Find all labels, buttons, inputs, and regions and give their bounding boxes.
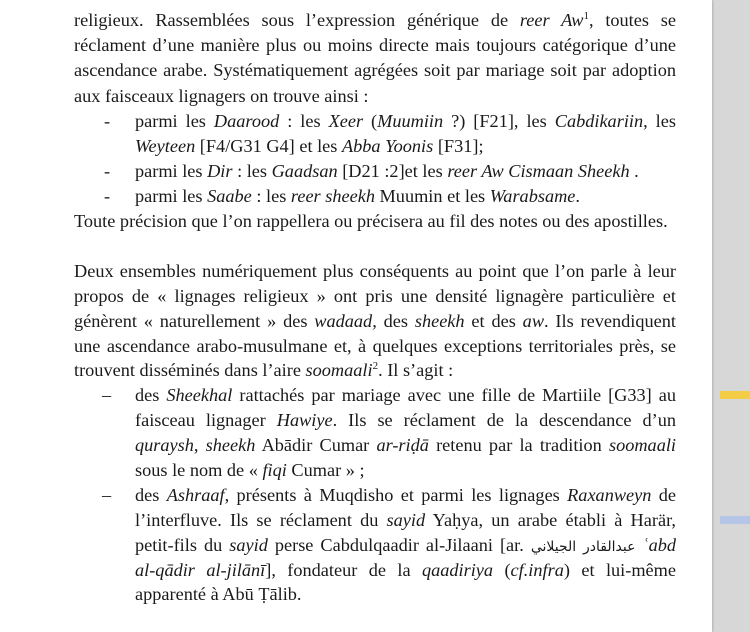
list-item: des Sheekhal rattachés par mariage avec une fille de Martiile [G33] au <box>135 385 676 405</box>
list-item-continuation: Weyteen [F4/G31 G4] et les Abba Yoonis [F31]; <box>135 136 484 156</box>
highlight-marker-yellow[interactable] <box>720 391 750 399</box>
list-item-continuation: l’interfluve. Ils se réclament du sayid Yaḥya, un arabe établi à Harär, <box>135 510 676 530</box>
text-line: Toute précision que l’on rappellera ou précisera au fil des notes ou des apostilles. <box>74 211 668 231</box>
list-bullet: - <box>104 161 111 181</box>
text-line: réclament d’une manière plus ou moins directe mais toujours catégorique d’une <box>74 35 676 55</box>
arabic-text: عبدالقادر الجيلاني <box>530 539 636 555</box>
text-line: propos de « lignages religieux » ont pris une densité lignagère particulière et <box>74 286 676 306</box>
list-item-continuation: al-qādir al-jilānī], fondateur de la qaadiriya (cf.infra) et lui-même <box>135 560 676 580</box>
list-item: parmi les Saabe : les reer sheekh Muumin et les Warabsame. <box>135 186 580 206</box>
list-item-continuation: sous le nom de « fiqi Cumar » ; <box>135 460 365 480</box>
text-line: trouvent disséminés dans l’aire soomaali$^2$. Il s’agit : <box>74 359 454 380</box>
list-bullet: – <box>102 485 112 505</box>
text-line: une ascendance arabo-musulmane et, à quelques exceptions territoriales près, se <box>74 336 676 356</box>
text-line: ascendance arabe. Systématiquement agrégées soit par mariage soit par adoption <box>74 60 676 80</box>
list-item-continuation: apparenté à Abū Ṭālib. <box>135 584 302 604</box>
list-item-continuation: faisceau lignager Hawiye. Ils se réclament de la descendance d’un <box>135 410 676 430</box>
text-line: aux faisceaux lignagers on trouve ainsi : <box>74 86 369 106</box>
text-line: religieux. Rassemblées sous l’expression générique de reer Aw$^1$, toutes se <box>74 9 677 30</box>
text-line: Deux ensembles numériquement plus conséquents au point que l’on parle à leur <box>74 261 676 281</box>
list-item: parmi les Dir : les Gaadsan [D21 :2]et les reer Aw Cismaan Sheekh . <box>135 161 639 181</box>
list-item: parmi les Daarood : les Xeer (Muumiin ?) [F21], les Cabdikariin, les <box>135 111 676 131</box>
highlight-marker-blue[interactable] <box>720 516 750 524</box>
list-bullet: - <box>104 186 111 206</box>
list-item-continuation: quraysh, sheekh Abādir Cumar ar-riḍā retenu par la tradition soomaali <box>135 435 676 455</box>
list-item: des Ashraaf, présents à Muqdisho et parmi les lignages Raxanweyn de <box>135 485 676 505</box>
list-item-continuation: petit-fils du sayid perse Cabdulqaadir al-Jilaani [ar. عبدالقادر الجيلاني ʿabd <box>135 535 676 555</box>
list-bullet: - <box>104 111 111 131</box>
list-bullet: – <box>102 385 112 405</box>
text-line: génèrent « naturellement » des wadaad, des sheekh et des aw. Ils revendiquent <box>74 311 676 331</box>
